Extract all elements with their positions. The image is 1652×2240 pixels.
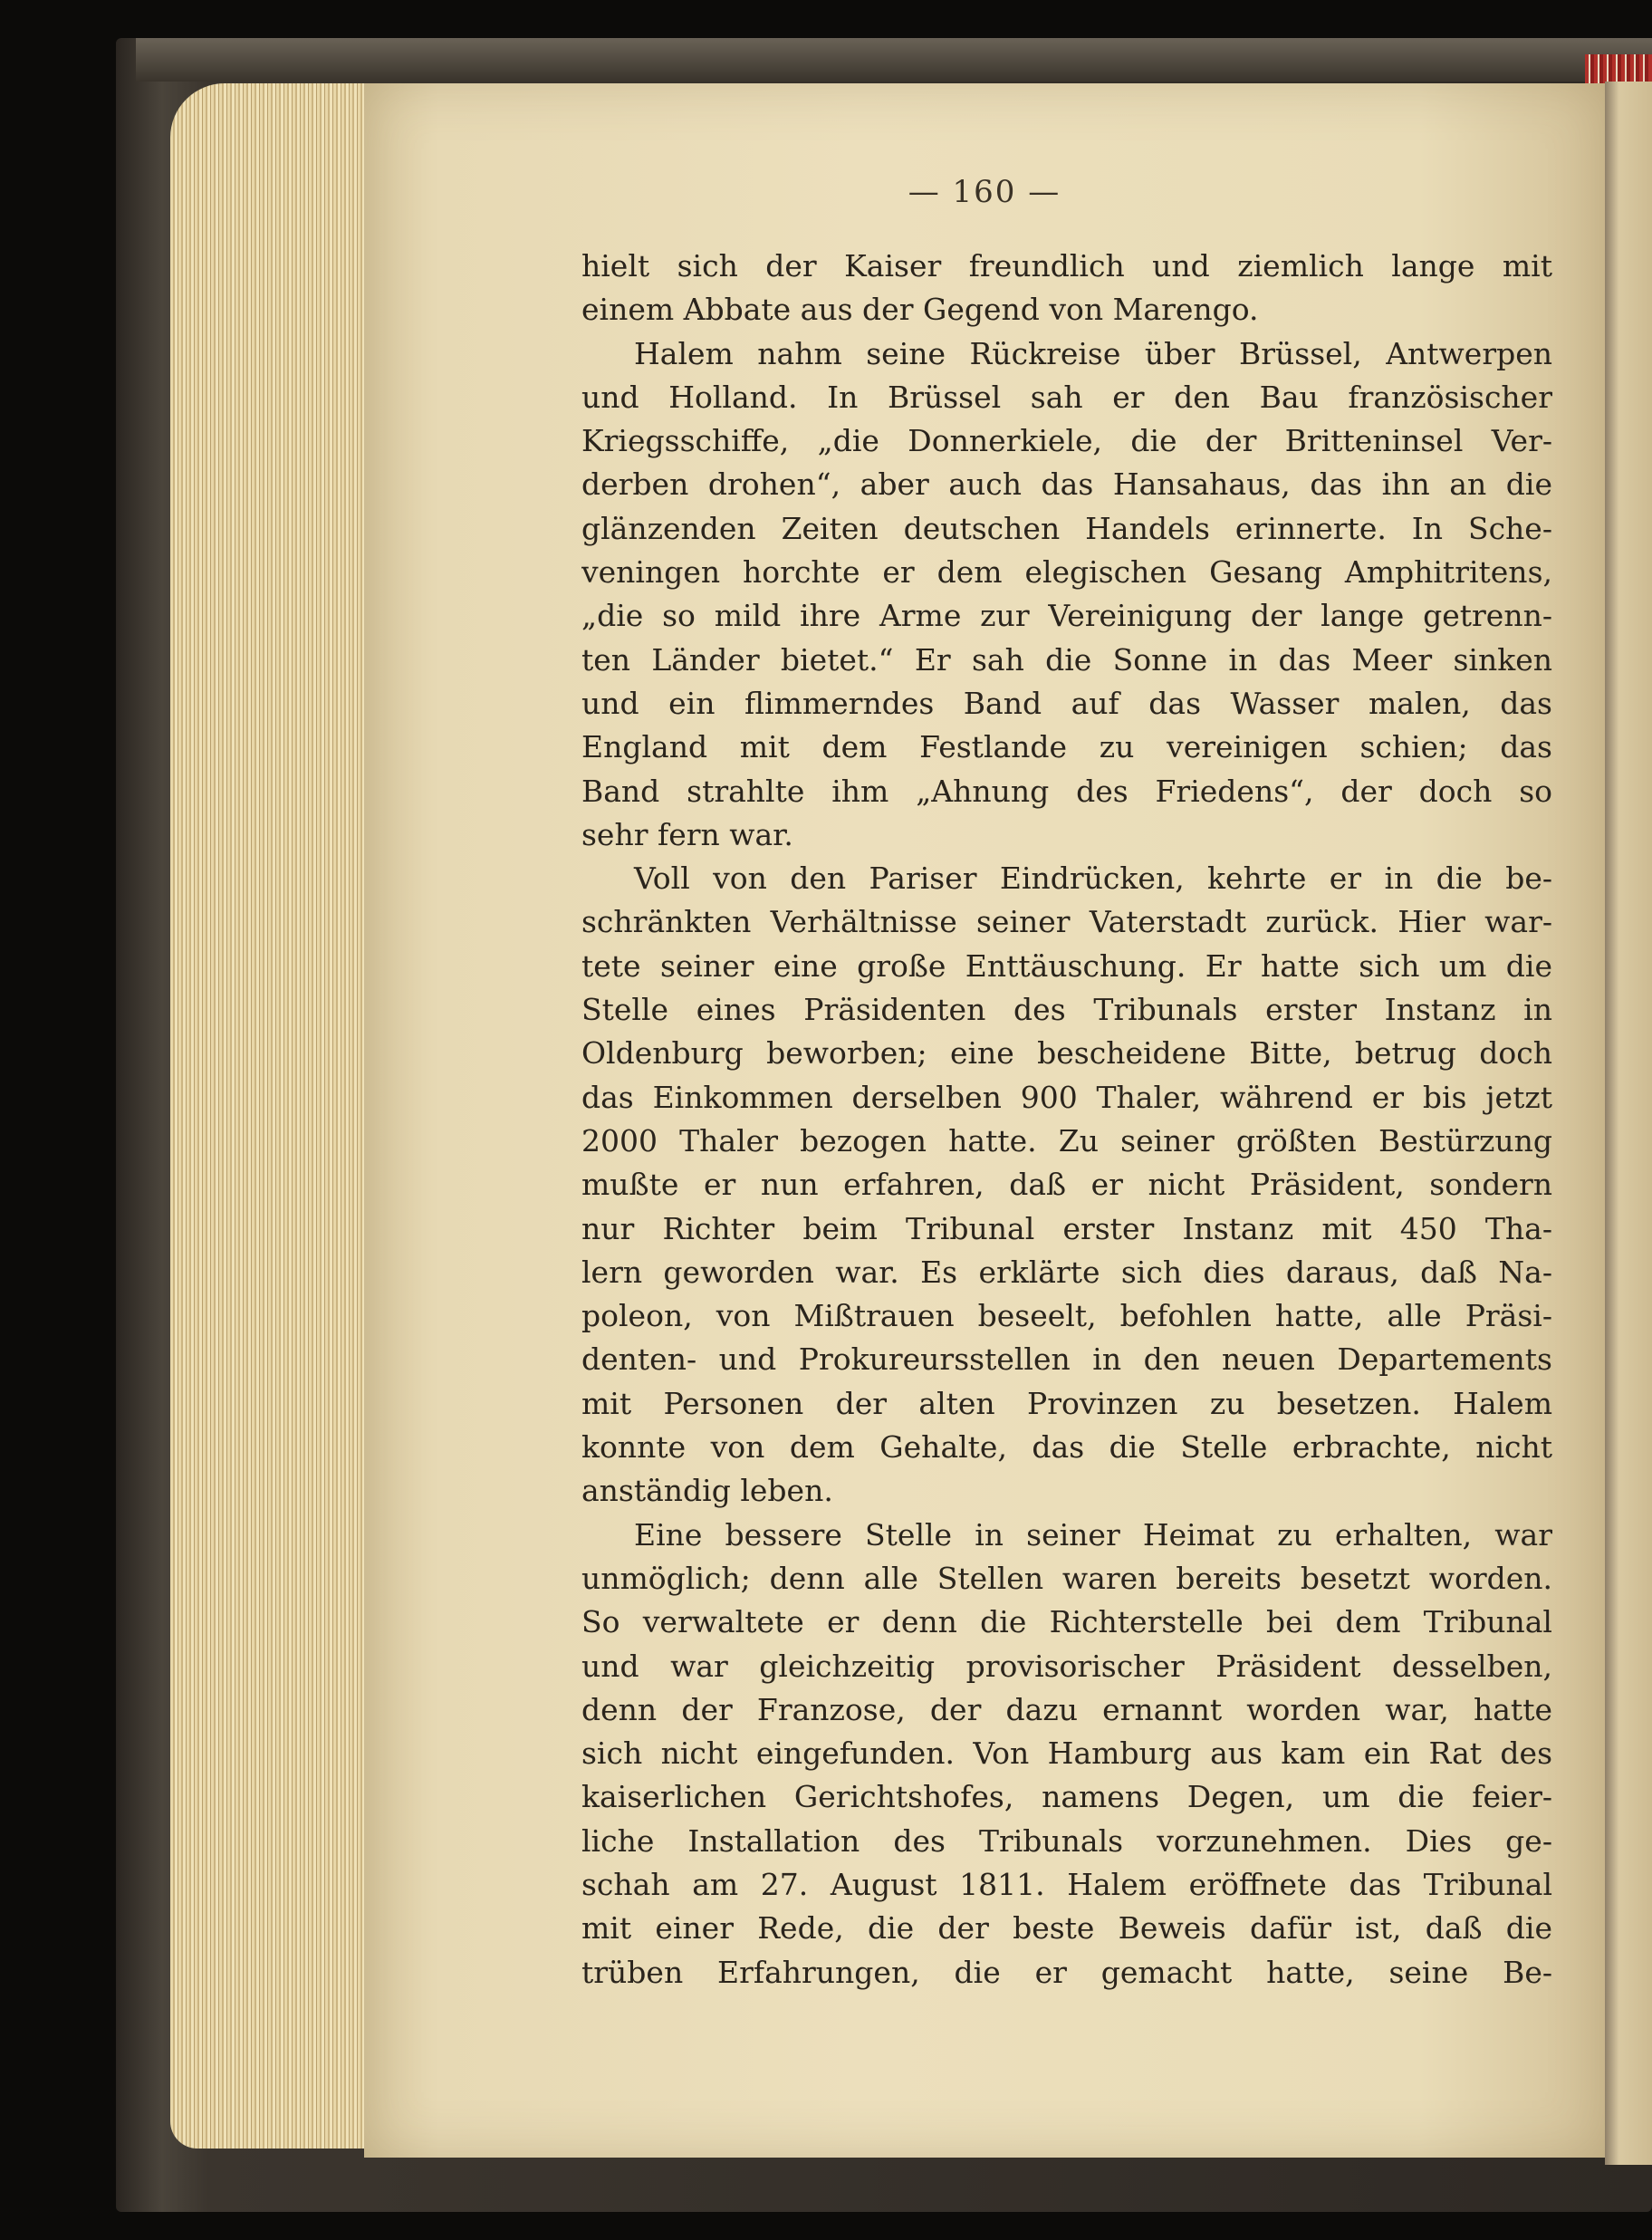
text-line: Band strahlte ihm „Ahnung des Friedens“, der doch so [581,773,1552,809]
text-line: So verwaltete er denn die Richterstelle bei dem Tribunal [581,1604,1552,1640]
page-block-edges [170,83,370,2149]
text-line: Halem nahm seine Rückreise über Brüssel, Antwerpen [634,335,1552,371]
text-line: schah am 27. August 1811. Halem eröffnete das Tribunal [581,1866,1552,1902]
text-line: das Einkommen derselben 900 Thaler, während er bis jetzt [581,1079,1552,1115]
text-line: und ein flimmerndes Band auf das Wasser malen, das [581,685,1552,721]
text-line: Eine bessere Stelle in seiner Heimat zu erhalten, war [634,1516,1552,1553]
text-line: Voll von den Pariser Eindrücken, kehrte er in die be- [634,860,1552,897]
text-line: schränkten Verhältnisse seiner Vaterstadt zurück. Hier war- [581,904,1552,940]
text-line: ten Länder bietet.“ Er sah die Sonne in das Meer sinken [581,641,1552,678]
cover-top-edge [136,38,1652,82]
text-line: denn der Franzose, der dazu ernannt worden war, hatte [581,1691,1552,1727]
text-line: trüben Erfahrungen, die er gemacht hatte, seine Be- [581,1954,1552,1990]
text-line: sehr fern war. [581,816,793,852]
page-text [581,245,1552,1995]
text-line: 2000 Thaler bezogen hatte. Zu seiner größten Bestürzung [581,1122,1552,1158]
text-line: und war gleichzeitig provisorischer Präsident desselben, [581,1648,1552,1684]
text-line: unmöglich; denn alle Stellen waren bereits besetzt worden. [581,1560,1552,1596]
text-line: anständig leben. [581,1473,833,1509]
text-line: Stelle eines Präsidenten des Tribunals erster Instanz in [581,992,1552,1028]
text-line: „die so mild ihre Arme zur Vereinigung der lange getrenn- [581,598,1552,634]
text-line: derben drohen“, aber auch das Hansahaus, das ihn an die [581,466,1552,503]
text-line: poleon, von Mißtrauen beseelt, befohlen hatte, alle Präsi- [581,1298,1552,1334]
text-line: lern geworden war. Es erklärte sich dies daraus, daß Na- [581,1254,1552,1290]
text-line: denten- und Prokureursstellen in den neuen Departements [581,1341,1552,1378]
text-line: einem Abbate aus der Gegend von Marengo. [581,292,1259,328]
facing-page-edge [1605,82,1652,2165]
text-line: veningen horchte er dem elegischen Gesang Amphitritens, [581,554,1552,591]
text-line: konnte von dem Gehalte, das die Stelle erbrachte, nicht [581,1429,1552,1466]
page-number: — 160 — [908,174,1061,210]
text-line: kaiserlichen Gerichtshofes, namens Degen, um die feier- [581,1779,1552,1815]
text-line: Kriegsschiffe, „die Donnerkiele, die der Britteninsel Ver- [581,423,1552,459]
text-line: mußte er nun erfahren, daß er nicht Präsident, sondern [581,1167,1552,1203]
text-line: liche Installation des Tribunals vorzunehmen. Dies ge- [581,1822,1552,1859]
book-page [364,83,1605,2158]
text-line: England mit dem Festlande zu vereinigen schien; das [581,729,1552,765]
text-line: Oldenburg beworben; eine bescheidene Bitte, betrug doch [581,1035,1552,1072]
text-line: nur Richter beim Tribunal erster Instanz mit 450 Tha- [581,1210,1552,1246]
text-line: mit einer Rede, die der beste Beweis dafür ist, daß die [581,1910,1552,1947]
text-line: und Holland. In Brüssel sah er den Bau französischer [581,379,1552,415]
text-line: tete seiner eine große Enttäuschung. Er hatte sich um die [581,947,1552,984]
text-line: sich nicht eingefunden. Von Hamburg aus kam ein Rat des [581,1735,1552,1772]
text-line: mit Personen der alten Provinzen zu besetzen. Halem [581,1385,1552,1421]
text-line: hielt sich der Kaiser freundlich und ziemlich lange mit [581,248,1552,284]
text-line: glänzenden Zeiten deutschen Handels erinnerte. In Sche- [581,510,1552,546]
